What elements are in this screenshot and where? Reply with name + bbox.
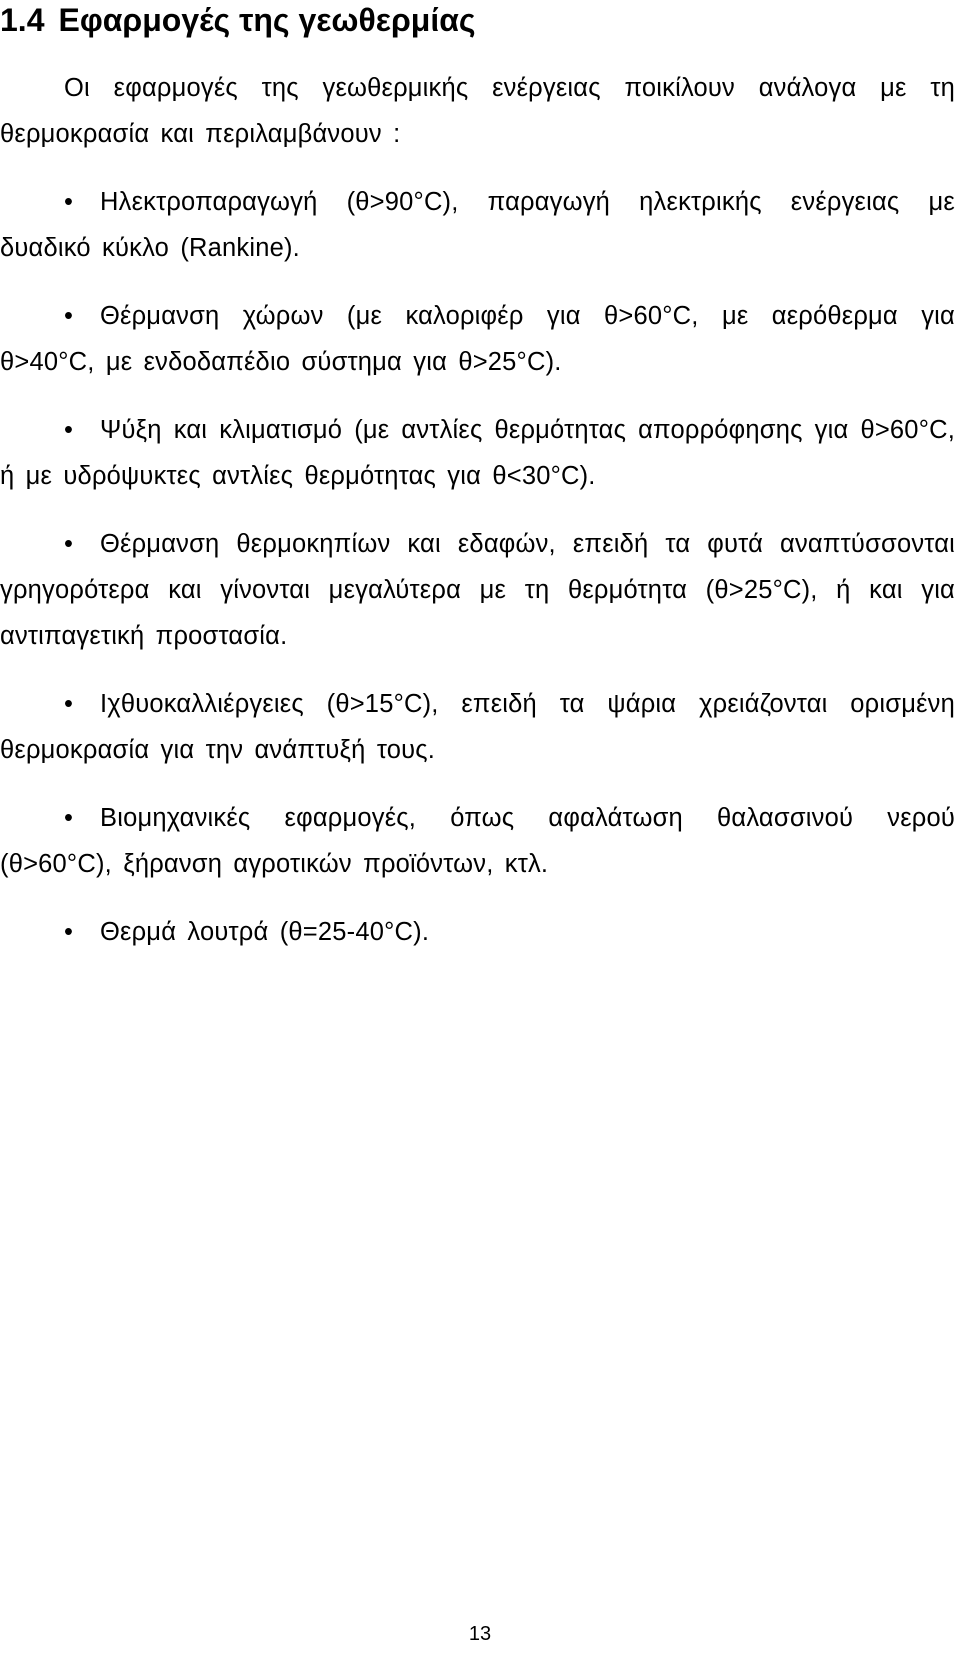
bullet-icon: • <box>64 188 74 216</box>
list-item <box>0 407 955 499</box>
list-item <box>0 293 955 385</box>
list-item-text: Βιομηχανικές εφαρμογές, όπως αφαλάτωση θαλασσινού νερού (θ>60°C), ξήρανση αγροτικών προϊόντων, κτλ. <box>0 804 955 878</box>
page-number: 13 <box>468 1623 492 1645</box>
section-number: 1.4 <box>0 2 45 38</box>
list-item-text: Ιχθυοκαλλιέργειες (θ>15°C), επειδή τα ψάρια χρειάζονται ορισμένη θερμοκρασία για την ανάπτυξή τους. <box>0 690 955 764</box>
applications-list <box>0 179 955 955</box>
list-item-text: Θερμά λουτρά (θ=25-40°C). <box>100 918 430 946</box>
list-item <box>0 909 955 955</box>
bullet-icon: • <box>64 416 74 444</box>
list-item-text: Θέρμανση θερμοκηπίων και εδαφών, επειδή τα φυτά αναπτύσσονται γρηγορότερα και γίνονται μεγαλύτερα με τη θερμότητα (θ>25°C), ή και για αντιπαγετική προστασία. <box>0 530 955 650</box>
list-item-text: Ψύξη και κλιματισμό (με αντλίες θερμότητας απορρόφησης για θ>60°C, ή με υδρόψυκτες αντλίες θερμότητας για θ<30°C). <box>0 416 955 490</box>
list-item <box>0 179 955 271</box>
section-heading <box>0 0 950 40</box>
bullet-icon: • <box>64 302 74 330</box>
list-item <box>0 521 955 659</box>
list-item-text: Ηλεκτροπαραγωγή (θ>90°C), παραγωγή ηλεκτρικής ενέργειας με δυαδικό κύκλο (Rankine). <box>0 188 955 262</box>
list-item <box>0 681 955 773</box>
bullet-icon: • <box>64 804 74 832</box>
bullet-icon: • <box>64 918 74 946</box>
bullet-icon: • <box>64 530 74 558</box>
section-body <box>0 65 955 977</box>
section-title: Εφαρμογές της γεωθερμίας <box>58 2 476 38</box>
intro-paragraph: Οι εφαρμογές της γεωθερμικής ενέργειας ποικίλουν ανάλογα με τη θερμοκρασία και περιλαμβάνουν : <box>0 74 955 148</box>
bullet-icon: • <box>64 690 74 718</box>
list-item-text: Θέρμανση χώρων (με καλοριφέρ για θ>60°C, με αερόθερμα για θ>40°C, με ενδοδαπέδιο σύστημα για θ>25°C). <box>0 302 955 376</box>
list-item <box>0 795 955 887</box>
